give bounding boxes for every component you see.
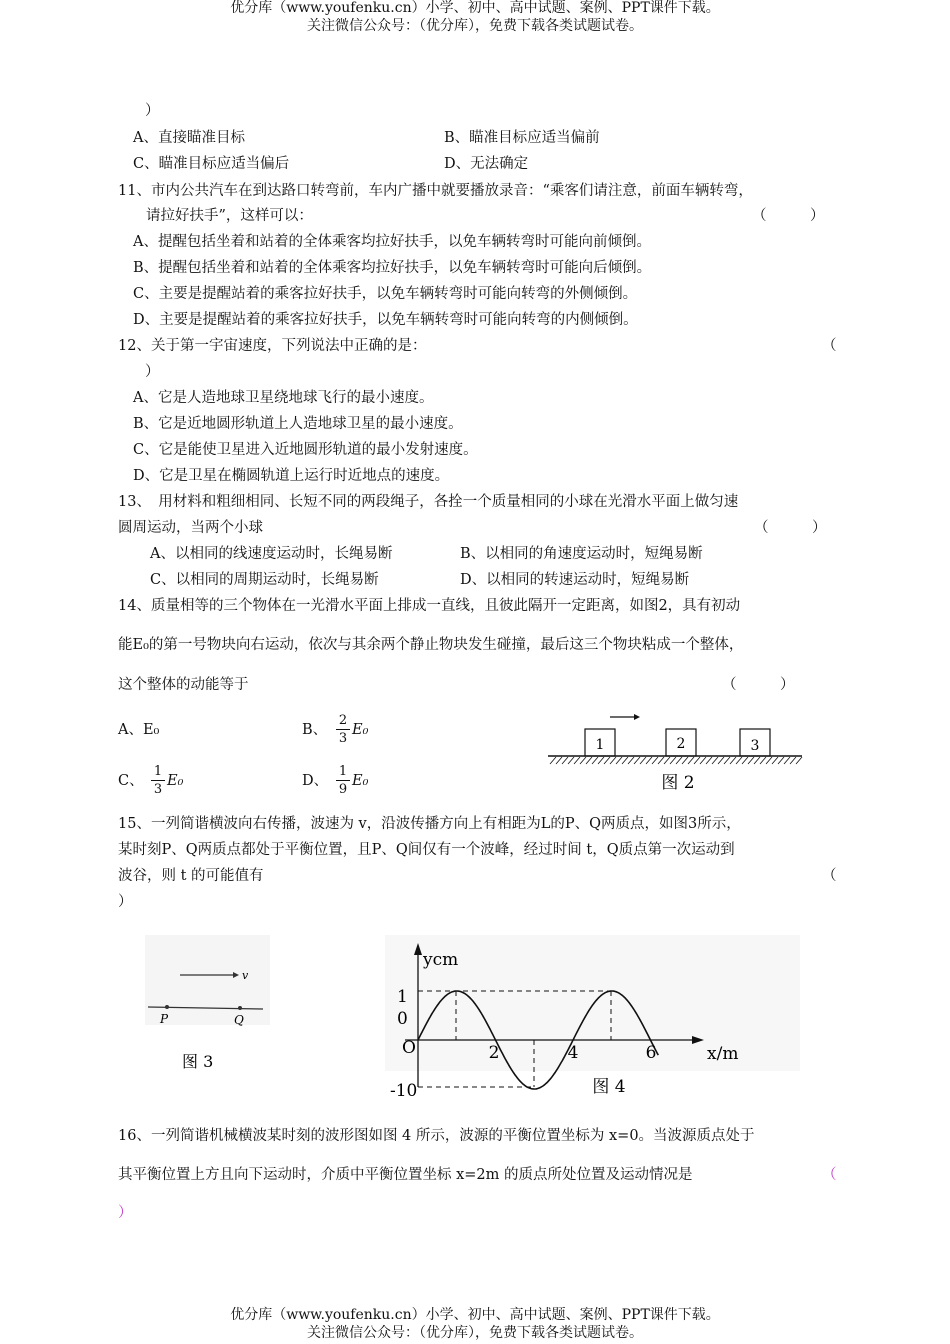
q12-option-a: A、它是人造地球卫星绕地球飞行的最小速度。 (133, 390, 434, 406)
q14-option-d-prefix: D、 (302, 773, 329, 789)
q12-option-b: B、它是近地圆形轨道上人造地球卫星的最小速度。 (133, 416, 463, 432)
q16-stem-1: 16、一列简谐机械横波某时刻的波形图如图 4 所示，波源的平衡位置坐标为 x=0。当波源质点处于 (118, 1128, 755, 1144)
q10-tail: ） (145, 103, 160, 119)
q15-paren-close: ） (118, 894, 133, 910)
q10-option-c: C、瞄准目标应适当偏后 (133, 156, 290, 172)
footer-line-1: 优分库（www.youfenku.cn）小学、初中、高中试题、案例、PPT课件下载。 (230, 1307, 720, 1323)
point-p (165, 1005, 169, 1009)
figure-2-label: 图 2 (661, 773, 695, 793)
fraction-denominator: 9 (338, 782, 348, 797)
q10-option-a: A、直接瞄准目标 (133, 130, 245, 146)
q14-option-c-prefix: C、 (118, 773, 144, 789)
q11-option-a: A、提醒包括坐着和站着的全体乘客均拉好扶手，以免车辆转弯时可能向前倾倒。 (133, 234, 651, 250)
q16-stem-2: 其平衡位置上方且向下运动时，介质中平衡位置坐标 x=2m 的质点所处位置及运动情况是 (118, 1167, 693, 1183)
ground-hatch (550, 757, 802, 764)
q13-option-c: C、以相同的周期运动时，长绳易断 (150, 572, 379, 588)
q11-option-b: B、提醒包括坐着和站着的全体乘客均拉好扶手，以免车辆转弯时可能向后倾倒。 (133, 260, 652, 276)
velocity-label: v (242, 969, 249, 982)
y-axis-label: ycm (423, 950, 459, 970)
q10-option-b: B、瞄准目标应适当偏前 (444, 130, 600, 146)
y-tick-neg10: -10 (390, 1081, 418, 1101)
velocity-arrow-icon (610, 714, 640, 720)
q14-stem-2: 能E₀的第一号物块向右运动，依次与其余两个静止物块发生碰撞，最后这三个物块粘成一个整体， (118, 637, 744, 653)
figure-4 (385, 935, 805, 1105)
figure-2 (540, 705, 810, 795)
x-axis-label: x/m (707, 1044, 739, 1064)
x-tick-6: 6 (645, 1043, 657, 1063)
q12-stem: 12、关于第一宇宙速度，下列说法中正确的是： (118, 338, 427, 354)
fraction-numerator: 1 (338, 764, 348, 779)
x-tick-4: 4 (567, 1043, 579, 1063)
q14-option-d-e0: E₀ (352, 773, 369, 789)
q10-option-d: D、无法确定 (444, 156, 529, 172)
q14-option-b-e0: E₀ (352, 722, 369, 738)
q14-option-a: A、E₀ (118, 722, 160, 738)
q11-answer-paren: （ ） (752, 208, 825, 224)
q11-option-c: C、主要是提醒站着的乘客拉好扶手，以免车辆转弯时可能向转弯的外侧倾倒。 (133, 286, 638, 302)
q14-option-c-fraction (151, 764, 165, 797)
q11-stem-2: 请拉好扶手”，这样可以： (146, 208, 313, 224)
q13-option-a: A、以相同的线速度运动时，长绳易断 (150, 546, 393, 562)
x-tick-2: 2 (488, 1043, 500, 1063)
point-q-label: Q (234, 1013, 244, 1027)
fraction-numerator: 1 (153, 764, 163, 779)
q11-stem-1: 11、市内公共汽车在到达路口转弯前，车内广播中就要播放录音：“乘客们请注意，前面车辆转弯， (118, 183, 753, 199)
q16-paren-close: ） (118, 1205, 133, 1221)
block-2-label: 2 (676, 736, 686, 752)
q14-stem-3: 这个整体的动能等于 (118, 677, 249, 693)
q14-answer-paren: （ ） (722, 677, 795, 693)
q15-stem-3: 波谷，则 t 的可能值有 (118, 868, 264, 884)
q14-option-c-e0: E₀ (167, 773, 184, 789)
header-line-2: 关注微信公众号：（优分库），免费下载各类试题试卷。 (307, 18, 643, 34)
block-3-label: 3 (750, 738, 760, 754)
point-q (238, 1006, 242, 1010)
fraction-numerator: 2 (338, 713, 348, 728)
y-tick-0: 0 (397, 1009, 408, 1029)
figure-3-label: 图 3 (182, 1052, 214, 1071)
q13-stem-1: 13、 用材料和粗细相同、长短不同的两段绳子，各拴一个质量相同的小球在光滑水平面上做匀速 (118, 494, 739, 510)
header-line-1: 优分库（www.youfenku.cn）小学、初中、高中试题、案例、PPT课件下载。 (230, 0, 720, 16)
q16-paren-open: （ (822, 1167, 837, 1183)
q12-option-d: D、它是卫星在椭圆轨道上运行时近地点的速度。 (133, 468, 450, 484)
q13-answer-paren: （ ） (754, 520, 827, 536)
q15-stem-1: 15、一列简谐横波向右传播，波速为 v，沿波传播方向上有相距为L的P、Q两质点，如图3所示， (118, 816, 741, 832)
y-tick-1: 1 (397, 987, 408, 1007)
q13-stem-2: 圆周运动，当两个小球 (118, 520, 263, 536)
fraction-denominator: 3 (338, 731, 348, 746)
figure-3 (145, 935, 370, 1080)
origin-label: O (402, 1038, 416, 1058)
q15-paren-open: （ (822, 868, 837, 884)
q15-stem-2: 某时刻P、Q两质点都处于平衡位置，且P、Q间仅有一个波峰，经过时间 t，Q质点第一次运动到 (118, 842, 735, 858)
q12-paren-open: （ (822, 338, 837, 354)
q12-option-c: C、它是能使卫星进入近地圆形轨道的最小发射速度。 (133, 442, 478, 458)
q12-paren-close: ） (145, 364, 160, 380)
footer-line-2: 关注微信公众号：（优分库），免费下载各类试题试卷。 (307, 1325, 643, 1341)
q13-option-d: D、以相同的转速运动时，短绳易断 (460, 572, 690, 588)
block-1-label: 1 (595, 737, 605, 753)
q14-stem-1: 14、质量相等的三个物体在一光滑水平面上排成一直线，且彼此隔开一定距离，如图2，具有初动 (118, 598, 741, 614)
fraction-denominator: 3 (153, 782, 163, 797)
q14-option-d-fraction (336, 764, 350, 797)
point-p-label: P (160, 1012, 169, 1026)
q11-option-d: D、主要是提醒站着的乘客拉好扶手，以免车辆转弯时可能向转弯的内侧倾倒。 (133, 312, 638, 328)
q14-option-b-prefix: B、 (302, 722, 328, 738)
q13-option-b: B、以相同的角速度运动时，短绳易断 (460, 546, 703, 562)
figure-4-label: 图 4 (592, 1077, 626, 1097)
q14-option-b-fraction (336, 713, 350, 746)
